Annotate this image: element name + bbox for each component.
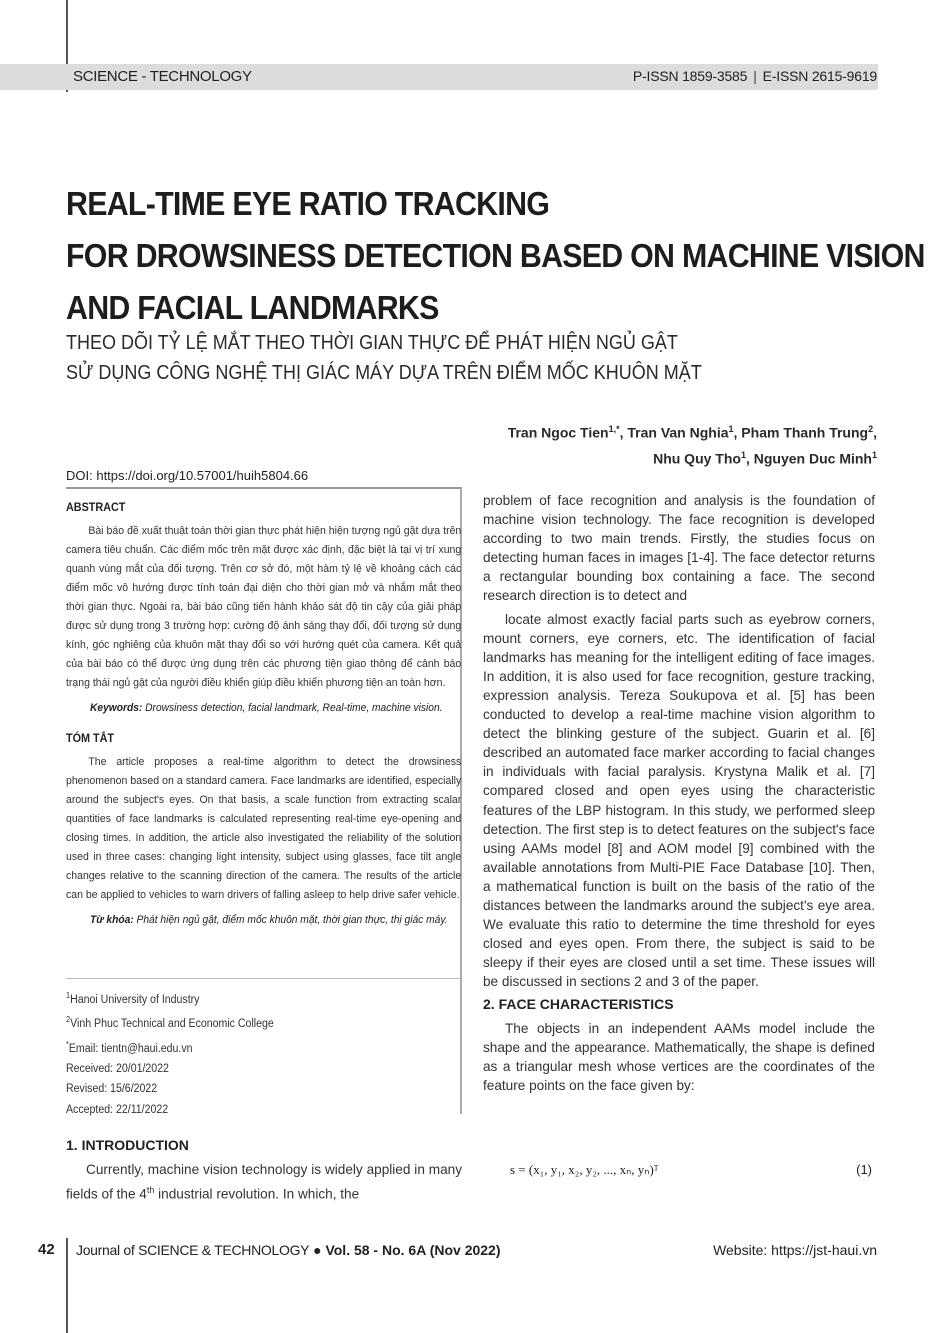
footer-bullet: ● (309, 1242, 326, 1258)
received-date: Received: 20/01/2022 (66, 1062, 169, 1075)
affiliation-rule (66, 978, 462, 979)
footer-website[interactable]: Website: https://jst-haui.vn (713, 1242, 877, 1258)
abstract-heading: ABSTRACT (66, 500, 126, 514)
email-line: Email: tientn@haui.edu.vn (68, 1042, 193, 1055)
subtitle-line: THEO DÕI TỶ LỆ MẮT THEO THỜI GIAN THỰC ĐỂ PHÁT HIỆN NGỦ GẬT (66, 332, 678, 354)
keywords-text: Phát hiện ngủ gật, điểm mốc khuôn mặt, thời gian thực, thị giác máy. (133, 914, 448, 926)
equation-number: (1) (856, 1162, 872, 1177)
header-section: SCIENCE - TECHNOLOGY (73, 68, 252, 85)
author: , Nguyen Duc Minh (745, 450, 872, 467)
author-sup: 1 (728, 424, 734, 434)
author: , Tran Van Nghia (619, 424, 729, 441)
tomtat-text: The article proposes a real-time algorithm to detect the drowsiness phenomenon based on a standard camera. Face landmarks are identified, especially around the subject's eyes. On that basis, a scale function from extracting scalar quantities of face landmarks is calculated representing real-time eye-opening and closing times. In addition, the article also investigated the reliability of the solution used in three cases: changing light intensity, subject using glasses, face tilt angle changes relative to the scanning direction of the camera. The results of the article can be applied to vehicles to warn drivers of falling asleep to help drive safer vehicle. (66, 756, 462, 901)
right-column (483, 491, 875, 1099)
abstract-text: Bài báo đề xuất thuật toán thời gian thực phát hiện hiện tượng ngủ gật dựa trên camera tiêu chuẩn. Các điểm mốc trên mặt được xác định, đặc biệt là tại vị trí xung quanh vùng mắt của đối tượng. Trên cơ sở đó, một hàm tỷ lệ về khoảng cách các điểm mốc vô hướng được tính toán đại diện cho thời gian mở và nhắm mắt theo thời gian thực. Ngoài ra, bài báo cũng tiến hành khảo sát độ tin cậy của giải pháp được sử dụng trong 3 trường hợp: cường độ ánh sáng thay đổi, đối tượng sử dụng kính, góc nghiêng của khuôn mặt thay đổi so với hướng quét của camera. Kết quả của bài báo có thể được ứng dụng trên các phương tiện giao thông để cảnh báo trạng thái ngủ gật của người điều khiển giúp điều khiển phương tiện an toàn hơn. (66, 525, 462, 689)
right-paragraph-2: locate almost exactly facial parts such as eyebrow corners, mount corners, eye corners, etc. The identification of facial landmarks has meaning for the intelligent editing of face images. In addition, it is also used for face recognition, gesture tracking, expression analysis. Tereza Soukupova et al. [5] has been conducted to develop a real-time machine vision algorithm to detect the blinking gesture of the subject. Guarin et al. [6] described an automated face marker according to facial changes in individuals with facial paralysis. Krystyna Malik et al. [7] compared closed and open eyes using the characteristic features of the LBP histogram. In this study, we performed sleep detection. The first step is to detect features on the subject's face using AAMs model [8] and AOM model [9] combined with the available annotations from Multi-PIE Face Database [10]. Then, a mathematical function is built on the basis of the ratio of the distances between the landmarks around the subject's eye area. We evaluate this ratio to determine the time threshold for eyes closed and eyes open. From there, the subject is said to be sleepy if their eyes are closed until a set time. These issues will be discussed in sections 2 and 3 of the paper. (483, 611, 875, 990)
footer-vertical-rule (66, 1238, 68, 1333)
equation-text: s = (x₁, y₁, x₂, y₂, ..., xₙ, yₙ)ᵀ (510, 1162, 659, 1177)
doi-link[interactable]: DOI: https://doi.org/10.57001/huih5804.66 (66, 468, 309, 483)
tomtat-keywords (90, 911, 481, 929)
author-sup: 2 (868, 424, 874, 434)
keywords-label: Keywords: (90, 702, 143, 714)
author: Nhu Quy Tho (653, 450, 741, 467)
affiliations (66, 986, 274, 1120)
abstract-keywords (90, 699, 481, 717)
page-number: 42 (38, 1241, 55, 1258)
header-eissn: E-ISSN 2615-9619 (762, 68, 877, 84)
right-paragraph-1: problem of face recognition and analysis is the foundation of machine vision technology. The face recognition is developed according to two main trends. Firstly, the studies focus on detecting human faces in images [1-4]. The face detector returns a rectangular bounding box containing a face. The second research direction is to detect and (483, 493, 875, 604)
title-line: FOR DROWSINESS DETECTION BASED ON MACHINE VISION (66, 237, 925, 274)
affil-sup: * (66, 1039, 69, 1049)
title-line: REAL-TIME EYE RATIO TRACKING (66, 185, 550, 222)
author-sup: 1 (740, 449, 746, 460)
author-sup: 1,* (608, 424, 620, 434)
keywords-text: Drowsiness detection, facial landmark, Real-time, machine vision. (142, 702, 443, 714)
affil-sup: 1 (66, 991, 71, 1000)
equation-1 (510, 1162, 872, 1178)
header-issn (633, 68, 877, 84)
affil-sup: 2 (66, 1015, 71, 1025)
journal-volume: Vol. 58 - No. 6A (Nov 2022) (325, 1242, 501, 1258)
author: Tran Ngoc Tien (507, 424, 609, 441)
intro-heading: 1. INTRODUCTION (66, 1137, 189, 1153)
paper-subtitle (66, 328, 702, 388)
keywords-label: Từ khóa: (90, 914, 134, 926)
title-line: AND FACIAL LANDMARKS (66, 289, 439, 326)
header-separator: | (753, 68, 757, 84)
paper-title (66, 178, 925, 334)
author-list (397, 418, 877, 469)
intro-text-a: Currently, machine vision technology is widely applied in many fields of the 4 (66, 1162, 462, 1202)
revised-date: Revised: 15/6/2022 (66, 1083, 158, 1096)
intro-text-b: industrial revolution. In which, the (154, 1186, 360, 1202)
author: , Pham Thanh Trung (733, 424, 869, 441)
section-2-heading: 2. FACE CHARACTERISTICS (483, 996, 674, 1013)
author-comma: , (873, 424, 877, 441)
left-column (66, 500, 462, 929)
journal-name: SCIENCE & TECHNOLOGY (138, 1242, 310, 1258)
author-sup: 1 (871, 449, 877, 460)
tomtat-heading: TÓM TẮT (66, 731, 114, 745)
journal-prefix: Journal of (76, 1242, 139, 1258)
intro-text (66, 1160, 462, 1205)
header-pissn: P-ISSN 1859-3585 (632, 68, 748, 84)
doi-rule (66, 487, 462, 489)
accepted-date: Accepted: 22/11/2022 (66, 1103, 169, 1116)
intro-sup: th (146, 1185, 155, 1195)
affiliation-line: Vinh Phuc Technical and Economic College (70, 1018, 274, 1031)
subtitle-line: SỬ DỤNG CÔNG NGHỆ THỊ GIÁC MÁY DỰA TRÊN ĐIỂM MỐC KHUÔN MẶT (66, 362, 702, 384)
right-paragraph-3: The objects in an independent AAMs model include the shape and the appearance. Mathematically, the shape is defined as a triangular mesh whose vertices are the coordinates of the feature points on the face given by: (483, 1020, 875, 1093)
footer-journal (76, 1242, 501, 1258)
affiliation-line: Hanoi University of Industry (70, 993, 200, 1006)
